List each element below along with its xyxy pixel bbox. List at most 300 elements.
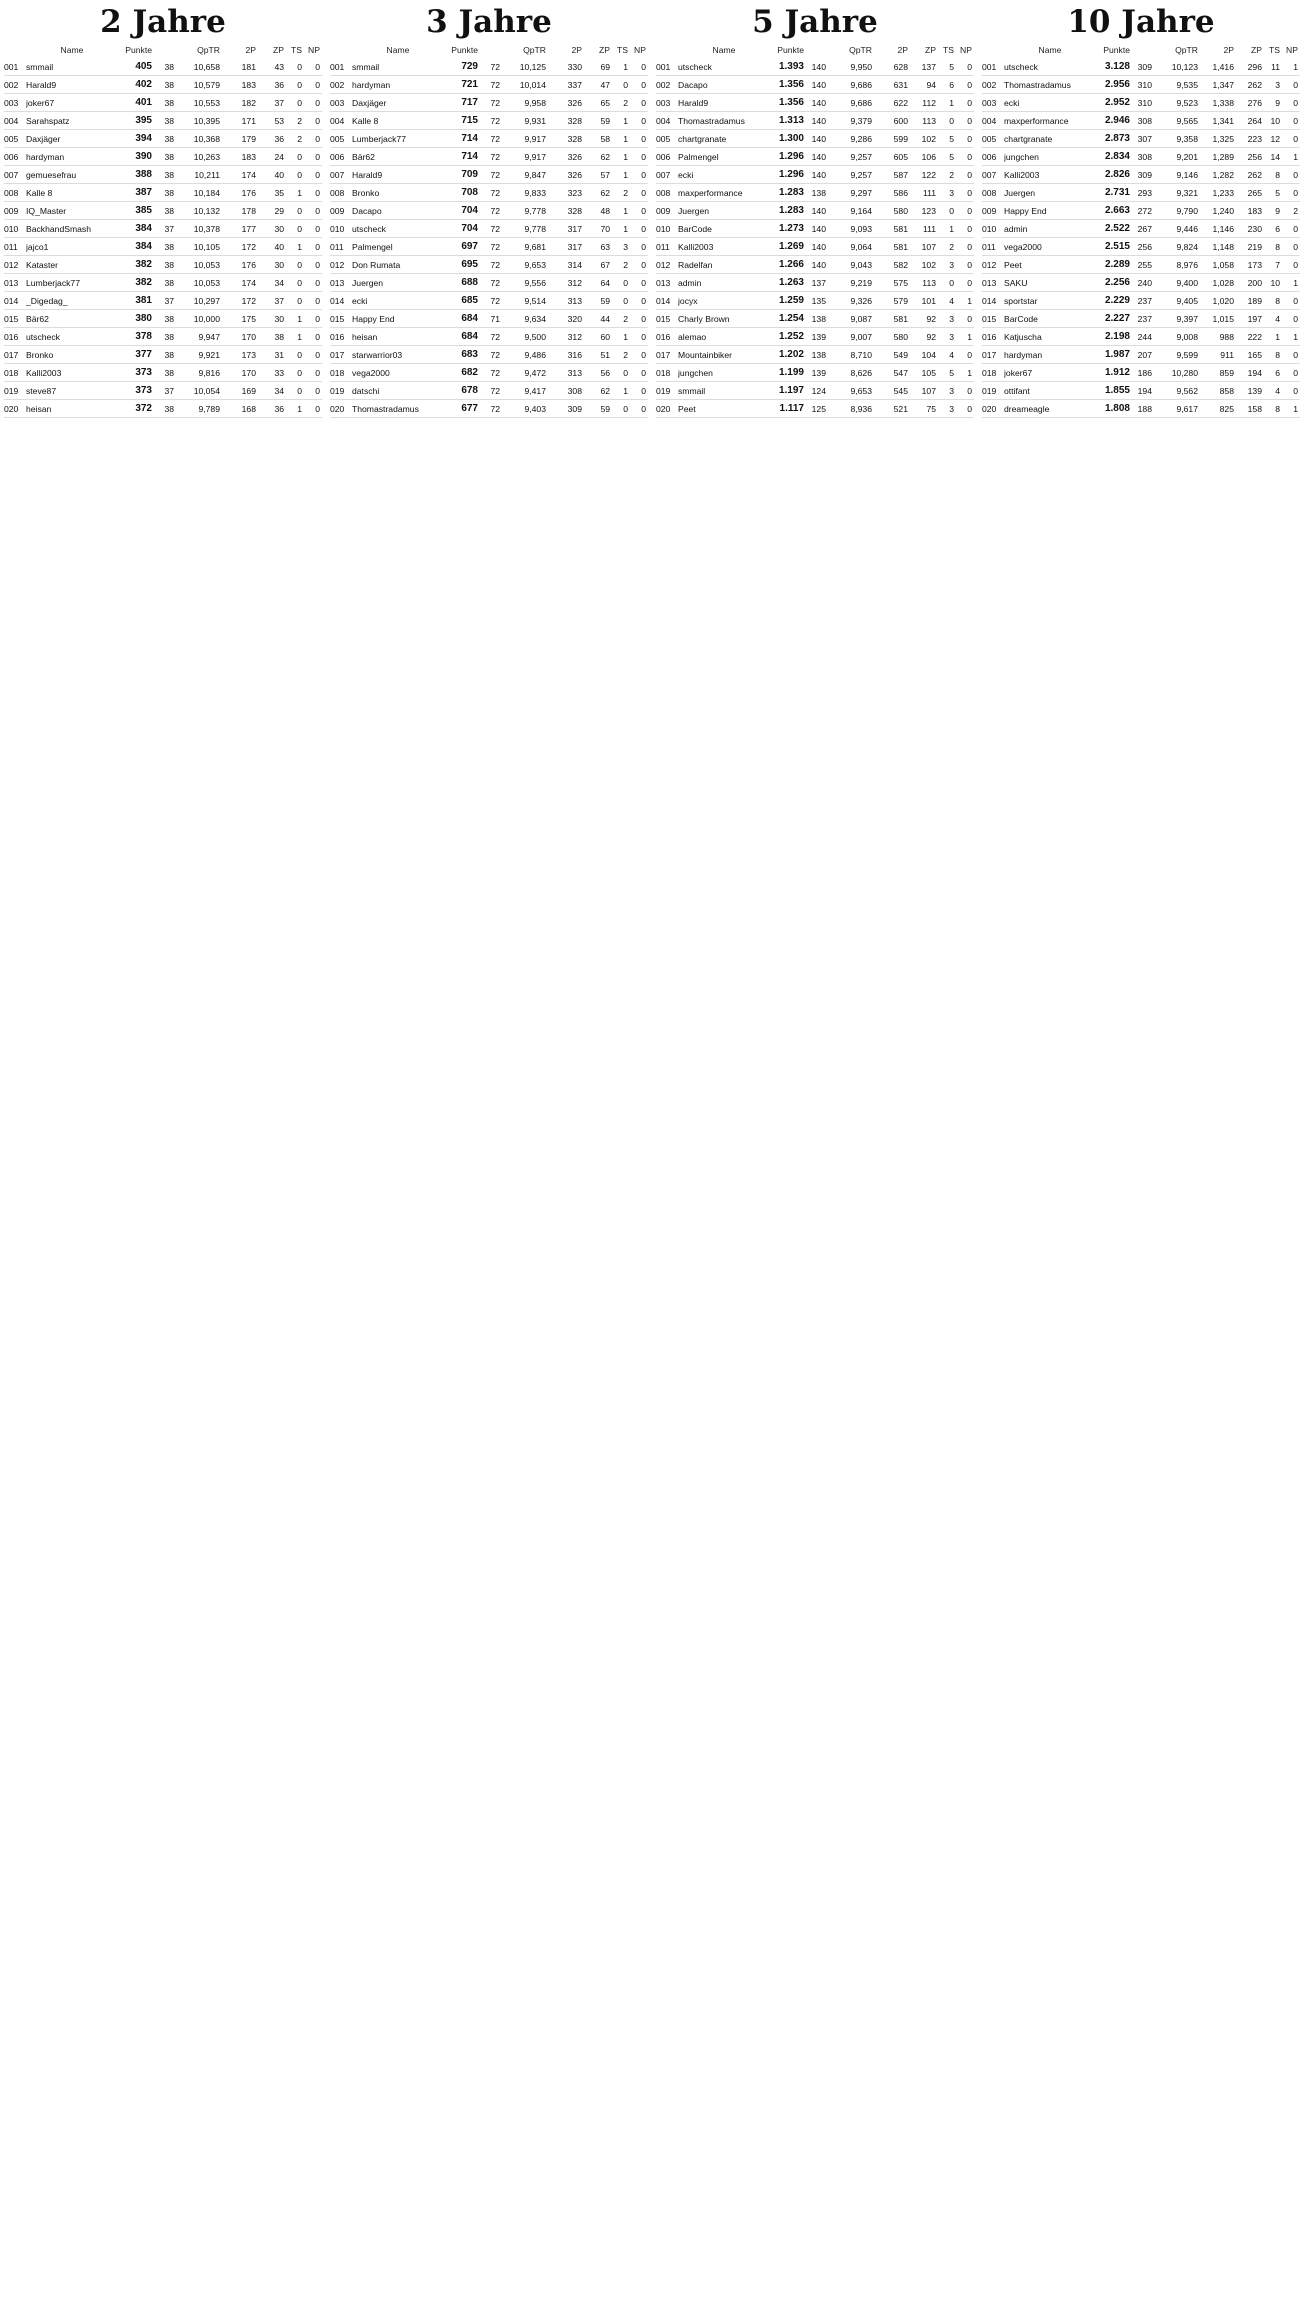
cell-np: 0 bbox=[315, 349, 320, 360]
cell-q: 72 bbox=[490, 295, 500, 306]
cell-qr: 10,553 bbox=[193, 97, 220, 108]
cell-2p: 581 bbox=[893, 223, 908, 234]
cell-np: 0 bbox=[641, 133, 646, 144]
cell-q: 140 bbox=[811, 133, 826, 144]
cell-q: 135 bbox=[811, 295, 826, 306]
cell-pts: 1.987 bbox=[1104, 349, 1130, 360]
cell-ts: 11 bbox=[1271, 61, 1280, 72]
cell-qr: 9,562 bbox=[1176, 385, 1198, 396]
cell-pts: 684 bbox=[461, 331, 478, 342]
cell-q: 272 bbox=[1137, 205, 1152, 216]
cell-zp: 222 bbox=[1247, 331, 1262, 342]
table-row bbox=[982, 58, 1300, 76]
cell-ts: 1 bbox=[623, 169, 628, 180]
cell-zp: 200 bbox=[1247, 277, 1262, 288]
cell-ts: 4 bbox=[1275, 385, 1280, 396]
cell-qr: 9,321 bbox=[1176, 187, 1198, 198]
table-row bbox=[330, 400, 648, 418]
table-row bbox=[4, 184, 322, 202]
cell-q: 140 bbox=[811, 97, 826, 108]
cell-name: Juergen bbox=[1004, 187, 1036, 198]
cell-qr: 10,263 bbox=[193, 151, 220, 162]
table-row bbox=[330, 292, 648, 310]
table-row bbox=[4, 274, 322, 292]
cell-zp: 111 bbox=[922, 223, 936, 234]
cell-qr: 10,211 bbox=[194, 169, 220, 180]
cell-qr: 9,921 bbox=[198, 349, 220, 360]
cell-np: 0 bbox=[967, 385, 972, 396]
cell-qr: 10,105 bbox=[193, 241, 220, 252]
cell-np: 0 bbox=[967, 169, 972, 180]
cell-qr: 9,219 bbox=[850, 277, 872, 288]
cell-zp: 59 bbox=[600, 295, 610, 306]
table-row bbox=[4, 364, 322, 382]
cell-q: 207 bbox=[1137, 349, 1152, 360]
cell-zp: 36 bbox=[274, 133, 284, 144]
column-header-qptr: QpTR bbox=[849, 45, 872, 55]
cell-np: 0 bbox=[967, 403, 972, 414]
cell-name: Katjuscha bbox=[1004, 331, 1042, 342]
cell-q: 72 bbox=[490, 61, 500, 72]
cell-pts: 395 bbox=[135, 115, 152, 126]
cell-ts: 6 bbox=[1275, 367, 1280, 378]
cell-ts: 1 bbox=[623, 331, 628, 342]
cell-qr: 9,833 bbox=[524, 187, 546, 198]
cell-zp: 34 bbox=[274, 385, 284, 396]
cell-rank: 009 bbox=[982, 205, 997, 216]
table-row bbox=[656, 202, 974, 220]
cell-rank: 015 bbox=[656, 313, 671, 324]
cell-qr: 9,778 bbox=[524, 205, 546, 216]
cell-zp: 59 bbox=[600, 115, 610, 126]
cell-np: 2 bbox=[1293, 205, 1298, 216]
table-row bbox=[4, 310, 322, 328]
cell-qr: 9,634 bbox=[524, 313, 546, 324]
cell-qr: 9,816 bbox=[198, 367, 220, 378]
cell-np: 0 bbox=[1293, 223, 1298, 234]
cell-name: Juergen bbox=[352, 277, 384, 288]
cell-rank: 005 bbox=[4, 133, 19, 144]
column-header-row bbox=[982, 42, 1300, 58]
cell-name: Happy End bbox=[352, 313, 395, 324]
cell-ts: 3 bbox=[949, 331, 954, 342]
cell-pts: 378 bbox=[135, 331, 152, 342]
table-row bbox=[330, 184, 648, 202]
cell-2p: 605 bbox=[893, 151, 908, 162]
cell-2p: 314 bbox=[567, 259, 582, 270]
cell-rank: 008 bbox=[330, 187, 345, 198]
cell-np: 0 bbox=[641, 79, 646, 90]
column-header-punkte: Punkte bbox=[777, 45, 804, 55]
cell-rank: 003 bbox=[656, 97, 671, 108]
cell-ts: 2 bbox=[623, 349, 628, 360]
cell-2p: 312 bbox=[567, 277, 582, 288]
column-header-row bbox=[330, 42, 648, 58]
cell-2p: 328 bbox=[567, 205, 582, 216]
cell-zp: 34 bbox=[274, 277, 284, 288]
cell-pts: 3.128 bbox=[1104, 61, 1130, 72]
cell-zp: 264 bbox=[1247, 115, 1262, 126]
cell-2p: 1,058 bbox=[1212, 259, 1234, 270]
cell-q: 138 bbox=[811, 313, 826, 324]
cell-2p: 1,240 bbox=[1212, 205, 1234, 216]
cell-pts: 2.826 bbox=[1104, 169, 1130, 180]
cell-rank: 019 bbox=[4, 385, 19, 396]
cell-zp: 37 bbox=[274, 295, 284, 306]
cell-pts: 683 bbox=[461, 349, 478, 360]
cell-2p: 911 bbox=[1220, 349, 1234, 360]
cell-rank: 007 bbox=[982, 169, 997, 180]
cell-rank: 001 bbox=[4, 61, 19, 72]
cell-q: 38 bbox=[164, 61, 174, 72]
cell-name: gemuesefrau bbox=[26, 169, 77, 180]
cell-name: Charly Brown bbox=[678, 313, 730, 324]
cell-pts: 390 bbox=[135, 151, 152, 162]
cell-qr: 9,523 bbox=[1176, 97, 1198, 108]
cell-zp: 30 bbox=[274, 313, 284, 324]
cell-2p: 179 bbox=[241, 133, 256, 144]
cell-qr: 10,123 bbox=[1171, 61, 1198, 72]
cell-ts: 0 bbox=[297, 349, 302, 360]
cell-pts: 1.273 bbox=[778, 223, 804, 234]
table-row bbox=[4, 238, 322, 256]
cell-rank: 013 bbox=[982, 277, 997, 288]
cell-pts: 2.256 bbox=[1104, 277, 1130, 288]
cell-zp: 101 bbox=[921, 295, 936, 306]
cell-2p: 171 bbox=[241, 115, 256, 126]
cell-2p: 316 bbox=[567, 349, 582, 360]
cell-zp: 276 bbox=[1247, 97, 1262, 108]
cell-pts: 729 bbox=[461, 61, 478, 72]
cell-rank: 020 bbox=[982, 403, 997, 414]
cell-np: 0 bbox=[641, 151, 646, 162]
cell-ts: 5 bbox=[949, 133, 954, 144]
column-header-name: Name bbox=[1038, 45, 1062, 55]
cell-qr: 10,658 bbox=[193, 61, 220, 72]
cell-pts: 715 bbox=[461, 115, 478, 126]
cell-2p: 175 bbox=[241, 313, 256, 324]
column-header-qptr: QpTR bbox=[523, 45, 546, 55]
cell-q: 37 bbox=[164, 295, 174, 306]
cell-name: Kalli2003 bbox=[678, 241, 714, 252]
cell-zp: 102 bbox=[921, 259, 936, 270]
cell-name: Harald9 bbox=[352, 169, 383, 180]
cell-q: 72 bbox=[490, 115, 500, 126]
cell-pts: 1.356 bbox=[778, 79, 804, 90]
cell-2p: 1,282 bbox=[1212, 169, 1234, 180]
cell-qr: 9,164 bbox=[850, 205, 872, 216]
cell-qr: 9,008 bbox=[1176, 331, 1198, 342]
cell-ts: 0 bbox=[623, 277, 628, 288]
cell-pts: 2.522 bbox=[1104, 223, 1130, 234]
cell-rank: 004 bbox=[330, 115, 345, 126]
cell-q: 307 bbox=[1137, 133, 1152, 144]
cell-name: ottifant bbox=[1004, 385, 1030, 396]
cell-2p: 313 bbox=[567, 295, 582, 306]
cell-ts: 2 bbox=[623, 187, 628, 198]
cell-np: 0 bbox=[315, 295, 320, 306]
cell-zp: 105 bbox=[921, 367, 936, 378]
cell-np: 0 bbox=[641, 169, 646, 180]
cell-q: 309 bbox=[1137, 61, 1152, 72]
cell-pts: 2.952 bbox=[1104, 97, 1130, 108]
cell-ts: 3 bbox=[1275, 79, 1280, 90]
cell-qr: 9,653 bbox=[524, 259, 546, 270]
cell-rank: 017 bbox=[330, 349, 345, 360]
cell-zp: 30 bbox=[274, 259, 284, 270]
cell-np: 0 bbox=[1293, 259, 1298, 270]
cell-pts: 1.263 bbox=[778, 277, 804, 288]
cell-rank: 016 bbox=[4, 331, 19, 342]
cell-ts: 5 bbox=[1275, 187, 1280, 198]
cell-name: Thomastradamus bbox=[678, 115, 745, 126]
column-header-ts: TS bbox=[291, 45, 302, 55]
cell-2p: 326 bbox=[567, 151, 582, 162]
cell-zp: 94 bbox=[926, 79, 936, 90]
cell-ts: 0 bbox=[297, 151, 302, 162]
cell-zp: 31 bbox=[274, 349, 284, 360]
cell-ts: 0 bbox=[623, 79, 628, 90]
cell-qr: 9,358 bbox=[1176, 133, 1198, 144]
cell-zp: 29 bbox=[274, 205, 284, 216]
cell-rank: 001 bbox=[982, 61, 997, 72]
cell-rank: 017 bbox=[656, 349, 671, 360]
cell-pts: 709 bbox=[461, 169, 478, 180]
cell-pts: 714 bbox=[461, 133, 478, 144]
cell-qr: 9,790 bbox=[1176, 205, 1198, 216]
cell-pts: 1.283 bbox=[778, 187, 804, 198]
cell-2p: 317 bbox=[567, 241, 582, 252]
cell-zp: 123 bbox=[921, 205, 936, 216]
cell-qr: 9,146 bbox=[1176, 169, 1198, 180]
cell-2p: 580 bbox=[893, 205, 908, 216]
cell-ts: 0 bbox=[297, 367, 302, 378]
cell-2p: 169 bbox=[241, 385, 256, 396]
cell-np: 0 bbox=[967, 259, 972, 270]
cell-zp: 265 bbox=[1247, 187, 1262, 198]
cell-qr: 9,947 bbox=[198, 331, 220, 342]
cell-np: 0 bbox=[967, 151, 972, 162]
cell-qr: 10,014 bbox=[519, 79, 546, 90]
cell-qr: 10,368 bbox=[193, 133, 220, 144]
cell-ts: 0 bbox=[297, 97, 302, 108]
cell-name: BarCode bbox=[1004, 313, 1038, 324]
cell-2p: 582 bbox=[893, 259, 908, 270]
cell-qr: 9,958 bbox=[524, 97, 546, 108]
cell-zp: 92 bbox=[926, 313, 936, 324]
cell-np: 0 bbox=[315, 133, 320, 144]
cell-rank: 007 bbox=[330, 169, 345, 180]
cell-ts: 2 bbox=[949, 241, 954, 252]
cell-2p: 328 bbox=[567, 115, 582, 126]
cell-q: 38 bbox=[164, 133, 174, 144]
cell-rank: 013 bbox=[4, 277, 19, 288]
cell-ts: 1 bbox=[297, 403, 302, 414]
cell-pts: 682 bbox=[461, 367, 478, 378]
cell-zp: 38 bbox=[274, 331, 284, 342]
cell-rank: 002 bbox=[4, 79, 19, 90]
cell-q: 138 bbox=[811, 187, 826, 198]
cell-ts: 0 bbox=[623, 403, 628, 414]
cell-np: 0 bbox=[315, 313, 320, 324]
cell-zp: 37 bbox=[274, 97, 284, 108]
cell-name: Bronko bbox=[352, 187, 380, 198]
cell-q: 140 bbox=[811, 61, 826, 72]
cell-q: 186 bbox=[1137, 367, 1152, 378]
cell-q: 38 bbox=[164, 79, 174, 90]
cell-rank: 007 bbox=[656, 169, 671, 180]
table-row bbox=[330, 58, 648, 76]
cell-zp: 65 bbox=[600, 97, 610, 108]
cell-2p: 587 bbox=[893, 169, 908, 180]
cell-pts: 2.515 bbox=[1104, 241, 1130, 252]
cell-q: 310 bbox=[1137, 97, 1152, 108]
cell-pts: 1.269 bbox=[778, 241, 804, 252]
table-row bbox=[982, 238, 1300, 256]
cell-qr: 9,599 bbox=[1176, 349, 1198, 360]
cell-zp: 44 bbox=[600, 313, 610, 324]
table-row bbox=[656, 256, 974, 274]
column-header-ts: TS bbox=[1269, 45, 1280, 55]
cell-qr: 8,976 bbox=[1176, 259, 1198, 270]
cell-ts: 0 bbox=[623, 295, 628, 306]
cell-q: 38 bbox=[164, 331, 174, 342]
cell-pts: 387 bbox=[135, 187, 152, 198]
cell-ts: 0 bbox=[297, 169, 302, 180]
cell-q: 72 bbox=[490, 97, 500, 108]
cell-zp: 189 bbox=[1247, 295, 1262, 306]
cell-pts: 678 bbox=[461, 385, 478, 396]
cell-np: 0 bbox=[641, 205, 646, 216]
cell-ts: 5 bbox=[949, 367, 954, 378]
cell-rank: 010 bbox=[330, 223, 345, 234]
cell-np: 0 bbox=[1293, 295, 1298, 306]
section-title: 5 Jahre bbox=[752, 4, 878, 40]
table-row bbox=[4, 220, 322, 238]
cell-name: utscheck bbox=[1004, 61, 1038, 72]
cell-np: 0 bbox=[315, 259, 320, 270]
table-row bbox=[4, 148, 322, 166]
table-row bbox=[982, 76, 1300, 94]
cell-2p: 549 bbox=[893, 349, 908, 360]
table-row bbox=[330, 346, 648, 364]
column-header-2p: 2P bbox=[897, 45, 908, 55]
cell-name: admin bbox=[678, 277, 702, 288]
cell-np: 0 bbox=[315, 331, 320, 342]
cell-q: 72 bbox=[490, 259, 500, 270]
table-row bbox=[656, 148, 974, 166]
cell-ts: 1 bbox=[297, 313, 302, 324]
cell-qr: 10,297 bbox=[193, 295, 220, 306]
cell-qr: 10,280 bbox=[1171, 367, 1198, 378]
cell-q: 72 bbox=[490, 367, 500, 378]
cell-ts: 1 bbox=[297, 187, 302, 198]
cell-ts: 2 bbox=[297, 133, 302, 144]
cell-2p: 575 bbox=[893, 277, 908, 288]
cell-q: 38 bbox=[164, 115, 174, 126]
table-row bbox=[656, 130, 974, 148]
section-title: 2 Jahre bbox=[100, 4, 226, 40]
cell-2p: 337 bbox=[567, 79, 582, 90]
cell-q: 244 bbox=[1137, 331, 1152, 342]
cell-pts: 401 bbox=[135, 97, 152, 108]
cell-qr: 9,405 bbox=[1176, 295, 1198, 306]
cell-np: 0 bbox=[641, 223, 646, 234]
cell-2p: 182 bbox=[241, 97, 256, 108]
cell-zp: 58 bbox=[600, 133, 610, 144]
cell-qr: 9,257 bbox=[850, 151, 872, 162]
cell-rank: 017 bbox=[982, 349, 997, 360]
cell-name: Palmengel bbox=[352, 241, 393, 252]
table-row bbox=[330, 310, 648, 328]
cell-q: 237 bbox=[1137, 313, 1152, 324]
cell-qr: 10,054 bbox=[193, 385, 220, 396]
cell-q: 38 bbox=[164, 97, 174, 108]
cell-zp: 92 bbox=[926, 331, 936, 342]
cell-q: 38 bbox=[164, 313, 174, 324]
cell-np: 0 bbox=[967, 277, 972, 288]
cell-rank: 005 bbox=[330, 133, 345, 144]
cell-2p: 178 bbox=[241, 205, 256, 216]
cell-zp: 194 bbox=[1247, 367, 1262, 378]
cell-q: 37 bbox=[164, 223, 174, 234]
cell-2p: 599 bbox=[893, 133, 908, 144]
cell-q: 72 bbox=[490, 223, 500, 234]
cell-np: 0 bbox=[1293, 79, 1298, 90]
cell-qr: 9,778 bbox=[524, 223, 546, 234]
cell-name: Dacapo bbox=[352, 205, 382, 216]
cell-name: Kalli2003 bbox=[26, 367, 62, 378]
cell-ts: 6 bbox=[949, 79, 954, 90]
cell-2p: 581 bbox=[893, 313, 908, 324]
cell-qr: 9,917 bbox=[524, 151, 546, 162]
table-row bbox=[330, 220, 648, 238]
cell-2p: 1,325 bbox=[1212, 133, 1234, 144]
cell-qr: 10,132 bbox=[193, 205, 220, 216]
cell-rank: 010 bbox=[982, 223, 997, 234]
section-5-jahre bbox=[656, 0, 974, 418]
cell-zp: 112 bbox=[922, 97, 936, 108]
cell-np: 0 bbox=[641, 61, 646, 72]
table-row bbox=[330, 148, 648, 166]
cell-zp: 62 bbox=[600, 187, 610, 198]
cell-name: Harald9 bbox=[26, 79, 57, 90]
cell-qr: 8,710 bbox=[850, 349, 872, 360]
cell-rank: 019 bbox=[982, 385, 997, 396]
cell-rank: 015 bbox=[330, 313, 345, 324]
cell-name: hardyman bbox=[26, 151, 65, 162]
cell-2p: 181 bbox=[241, 61, 256, 72]
cell-rank: 013 bbox=[656, 277, 671, 288]
cell-np: 0 bbox=[967, 115, 972, 126]
cell-rank: 020 bbox=[330, 403, 345, 414]
section-3-jahre bbox=[330, 0, 648, 418]
cell-name: chartgranate bbox=[678, 133, 727, 144]
cell-pts: 382 bbox=[135, 259, 152, 270]
table-row bbox=[330, 274, 648, 292]
cell-zp: 197 bbox=[1247, 313, 1262, 324]
column-header-punkte: Punkte bbox=[125, 45, 152, 55]
cell-qr: 9,446 bbox=[1176, 223, 1198, 234]
cell-pts: 381 bbox=[135, 295, 152, 306]
cell-qr: 10,053 bbox=[193, 277, 220, 288]
cell-qr: 8,936 bbox=[850, 403, 872, 414]
cell-rank: 011 bbox=[4, 241, 18, 252]
cell-ts: 0 bbox=[297, 385, 302, 396]
cell-pts: 1.252 bbox=[778, 331, 804, 342]
cell-pts: 1.254 bbox=[778, 313, 804, 324]
column-header-punkte: Punkte bbox=[451, 45, 478, 55]
